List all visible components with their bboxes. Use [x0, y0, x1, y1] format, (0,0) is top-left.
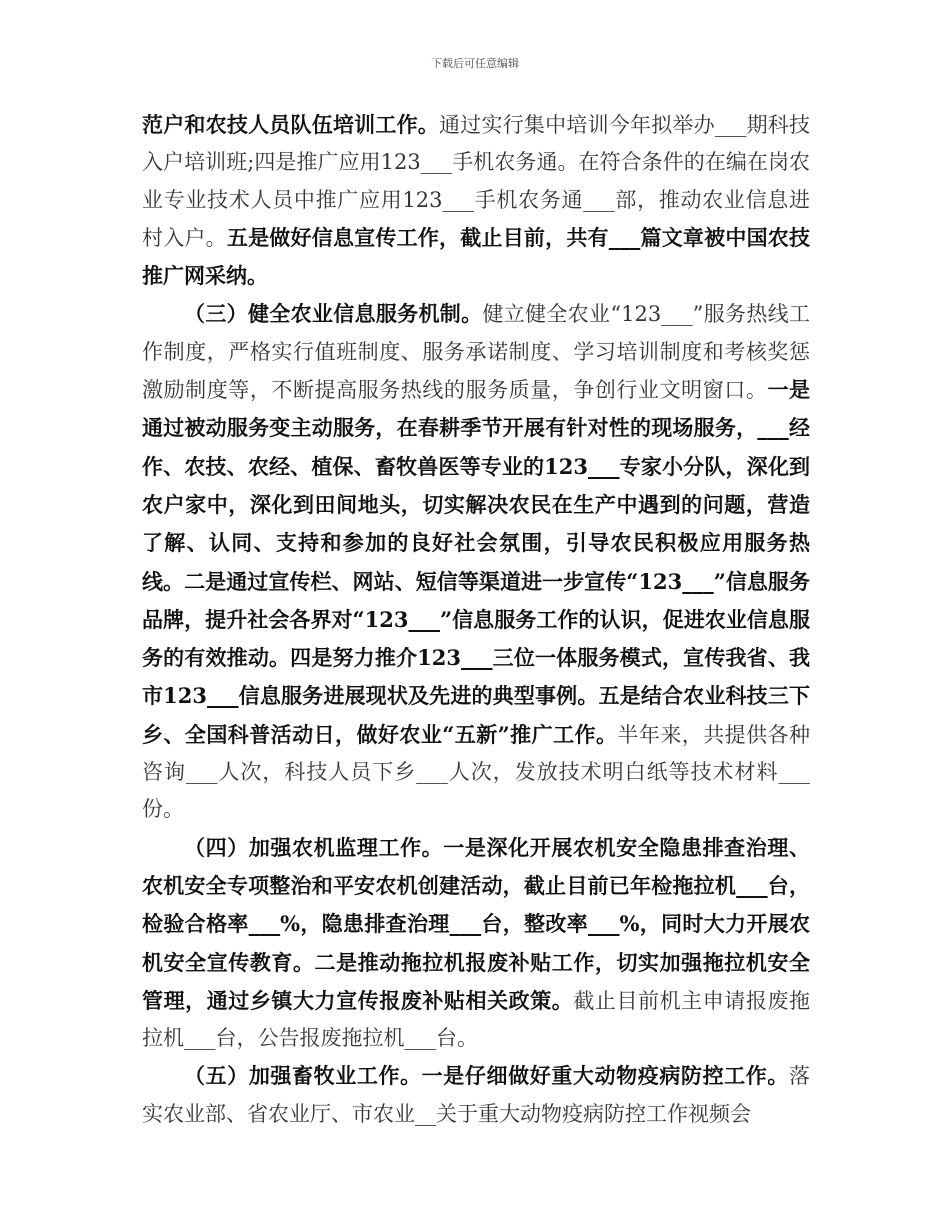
text-run: 落实农业部、省农业厅、市农业__关于重大动物疫病防控工作视频会 — [142, 1064, 810, 1126]
bold-text-run: 五是做好信息宣传工作，截止目前，共有___篇文章被中国农技推广网采纳。 — [142, 224, 811, 289]
text-run: 半年来，共提供各种咨询___人次，科技人员下乡___人次，发放技术明白纸等技术材料___份。 — [142, 722, 810, 822]
paragraph — [142, 829, 810, 1058]
text-run: 截止目前机主申请报废拖拉机___台，公告报废拖拉机___台。 — [142, 988, 811, 1051]
bold-text-run: （四）加强农机监理工作。一是深化开展农机安全隐患排查治理、农机安全专项整治和平安农机创建活动，截止目前已年检拖拉机___台，检验合格率___%，隐患排查治理___台，整改率___%，同时大力开展农机安全宣传教育。二是推动拖拉机报废补贴工作，切实加强拖拉机安全管理，通过乡镇大力宣传报废补贴相关政策。 — [142, 834, 810, 1013]
text-run: 健立健全农业“123___”服务热线工作制度，严格实行值班制度、服务承诺制度、学习培训制度和考核奖惩激励制度等，不断提高服务热线的服务质量，争创行业文明窗口。 — [142, 302, 810, 403]
text-run: 通过实行集中培训今年拟举办___期科技入户培训班;四是推广应用123___手机农务通。在符合条件的在编在岗农业专业技术人员中推广应用123___手机农务通___部，推动农业信息进村入户。 — [142, 113, 811, 250]
bold-text-run: （三）健全农业信息服务机制。 — [184, 301, 483, 327]
paragraph — [142, 295, 810, 828]
paragraph — [142, 106, 810, 295]
document-body — [142, 106, 810, 1133]
page-header: 下载后可任意编辑 — [431, 57, 519, 70]
bold-text-run: 一是通过被动服务变主动服务，在春耕季节开展有针对性的现场服务，___经作、农技、农经、植保、畜牧兽医等专业的123___专家小分队，深化到农户家中，深化到田间地头，切实解决农民在生产中遇到的问题，营造了解、认同、支持和参加的良好社会氛围，引导农民积极应用服务热线。二是通过宣传栏、网站、短信等渠道进一步宣传“123___”信息服务品牌，提升社会各界对“123___”信息服务工作的认识，促进农业信息服务的有效推动。四是努力推介123___三位一体服务模式，宣传我省、我市123___信息服务进展现状及先进的典型事例。五是结合农业科技三下乡、全国科普活动日，做好农业“五新”推广工作。 — [142, 377, 811, 747]
paragraph — [142, 1057, 810, 1133]
bold-text-run: 范户和农技人员队伍培训工作。 — [142, 112, 440, 137]
bold-text-run: （五）加强畜牧业工作。一是仔细做好重大动物疫病防控工作。 — [184, 1063, 789, 1089]
